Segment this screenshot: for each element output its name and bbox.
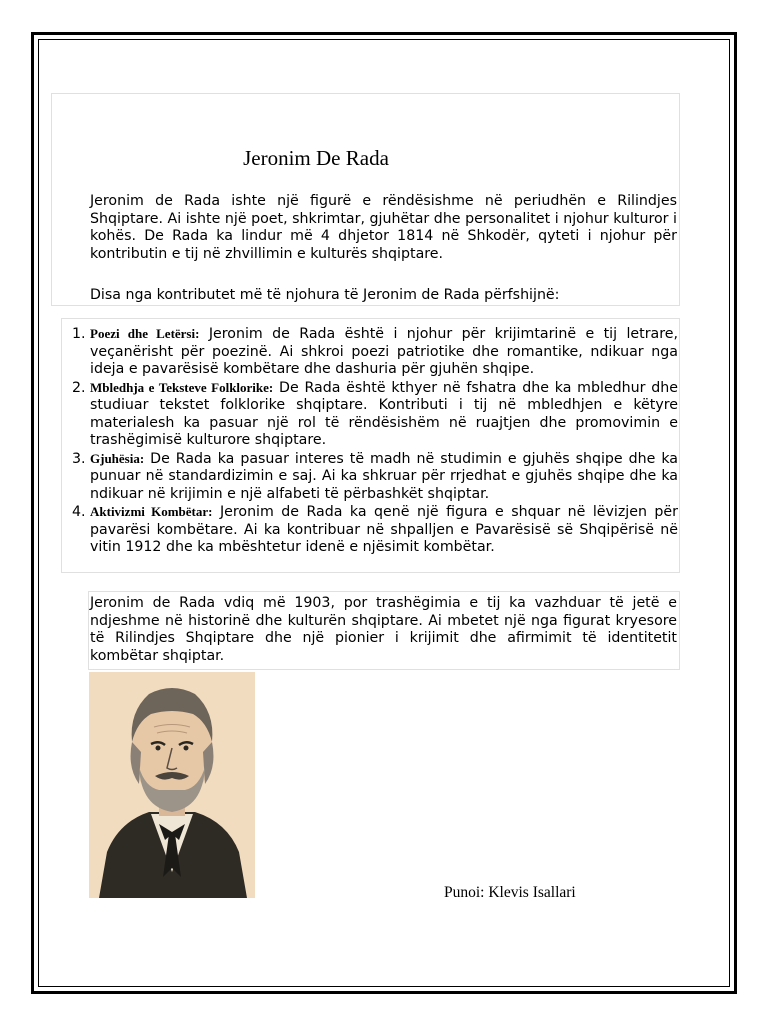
- portrait-image: [89, 672, 255, 898]
- contribution-term: Aktivizmi Kombëtar:: [90, 504, 213, 519]
- document-title: Jeronim De Rada: [243, 146, 389, 170]
- contributions-list: [90, 325, 678, 557]
- list-item: [90, 379, 678, 450]
- contribution-term: Gjuhësia:: [90, 450, 145, 466]
- contribution-text: Jeronim de Rada ka qenë një figura e shquar në lëvizjen për pavarësi kombëtare. Ai ka kontribuar në shpalljen e Pavarësisë së Shqipërisë në vitin 1912 dhe ka mbështetur idenë e njësimit kombëtar.: [90, 504, 678, 555]
- contribution-text: Jeronim de Rada është i njohur për krijimtarinë e tij letrare, veçanërisht për poezinë. Ai shkroi poezi patriotike dhe romantike, ndikuar nga ideja e pavarësisë kombëtare dhe dashuria për gjuhën shqipe.: [90, 326, 678, 377]
- lead-paragraph: Disa nga kontributet më të njohura të Jeronim de Rada përfshijnë:: [90, 287, 560, 303]
- closing-paragraph: Jeronim de Rada vdiq më 1903, por trashëgimia e tij ka vazhduar të jetë e ndjeshme në historinë dhe kulturën shqiptare. Ai mbetet një nga figurat kryesore të Rilindjes Shqiptare dhe një pionier i krijimit dhe afirmimit të identitetit kombëtar shqiptar.: [90, 595, 677, 664]
- contribution-text: De Rada ka pasuar interes të madh në studimin e gjuhës shqipe dhe ka punuar në standardizimin e saj. Ai ka shkruar për rrjedhat e gjuhës shqipe dhe ka ndikuar në krijimin e një alfabeti të përbashkët shqiptar.: [90, 450, 678, 502]
- list-item: [90, 503, 678, 557]
- intro-paragraph: Jeronim de Rada ishte një figurë e rëndësishme në periudhën e Rilindjes Shqiptare. Ai ishte një poet, shkrimtar, gjuhëtar dhe personalitet i njohur kulturor i kohës. De Rada ka lindur më 4 dhjetor 1814 në Shkodër, qyteti i njohur për kontributin e tij në zhvillimin e kulturës shqiptare.: [90, 193, 677, 262]
- contribution-term: Mbledhja e Teksteve Folklorike:: [90, 379, 274, 395]
- contribution-text: De Rada është kthyer në fshatra dhe ka mbledhur dhe studiuar tekstet folklorike shqiptare. Kontributi i tij në mbledhjen e këtyre materialesh ka pasuar një rol të rëndësishëm në ruajtjen dhe promovimin e trashëgimisë kulturore shqiptare.: [90, 379, 678, 448]
- list-item: [90, 325, 678, 379]
- author-credit: Punoi: Klevis Isallari: [444, 884, 576, 901]
- contribution-term: Poezi dhe Letërsi:: [90, 326, 200, 341]
- list-item: [90, 450, 678, 504]
